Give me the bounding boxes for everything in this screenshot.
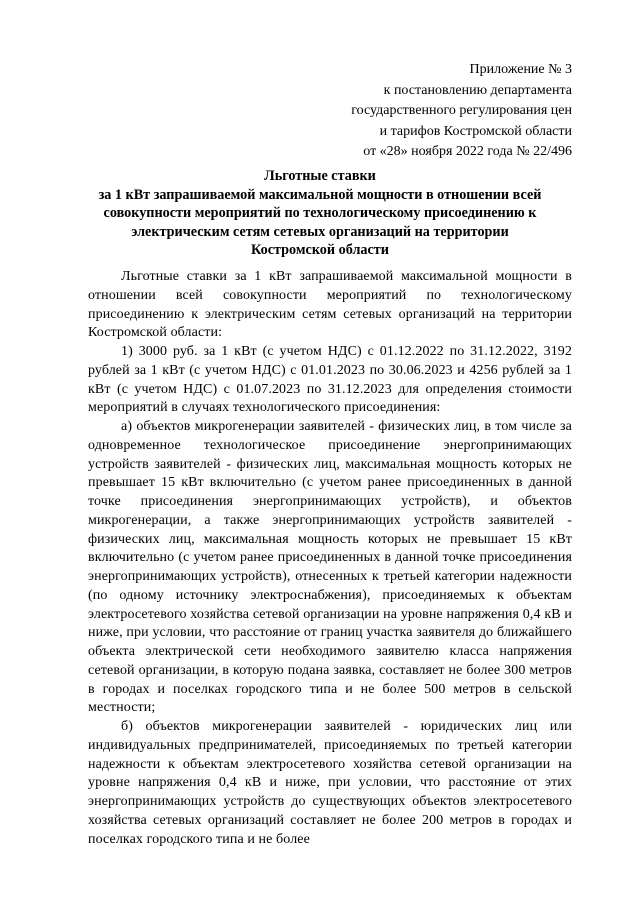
title-line: Костромской области [251, 242, 389, 259]
appendix-line: от «28» ноября 2022 года № 22/496 [363, 144, 572, 159]
item-a-paragraph: а) объектов микрогенерации заявителей - физических лиц, в том числе за одновременное технологическое присоединение энергопринимающих устройств заявителей - физических лиц, максимальная мощность которых не превышает 15 кВт включительно (с учетом ранее присоединенных в данной точке присоединения энергопринимающих устройств), и объектов микрогенерации, а также энергопринимающих устройств заявителей - физических лиц, максимальная мощность которых не превышает 15 кВт включительно (с учетом ранее присоединенных в данной точке присоединения энергопринимающих устройств), отнесенных к третьей категории надежности (по одному источнику электроснабжения), присоединяемых к объектам электросетевого хозяйства сетевой организации на уровне напряжения 0,4 кВ и ниже, при условии, что расстояние от границ участка заявителя до ближайшего объекта электрической сети необходимого заявителю класса напряжения сетевой организации, в которую подана заявка, составляет не более 300 метров в городах и поселках городского типа и не более 500 метров в сельской местности; [88, 419, 572, 716]
title-line: за 1 кВт запрашиваемой максимальной мощности в отношении всей [98, 186, 542, 203]
appendix-header [300, 60, 572, 163]
appendix-line: к постановлению департамента [383, 82, 572, 98]
title-line: Льготные ставки [264, 168, 376, 184]
appendix-line: государственного регулирования цен [351, 103, 572, 118]
intro-paragraph: Льготные ставки за 1 кВт запрашиваемой максимальной мощности в отношении всей совокупности мероприятий по технологическому присоединению к электрическим сетям сетевых организаций на территории Костромской области: [88, 269, 572, 341]
item-1-paragraph: 1) 3000 руб. за 1 кВт (с учетом НДС) с 01.12.2022 по 31.12.2022, 3192 рублей за 1 кВт (с учетом НДС) с 01.01.2023 по 30.06.2023 и 4256 рублей за 1 кВт (с учетом НДС) с 01.07.2023 по 31.12.2023 для определения стоимости мероприятий в случаях технологического присоединения: [88, 344, 572, 416]
document-body [88, 268, 572, 849]
document-title [68, 167, 572, 260]
title-line: совокупности мероприятий по технологическому присоединению к [103, 205, 537, 222]
appendix-line: и тарифов Костромской области [379, 123, 572, 139]
appendix-line: Приложение № 3 [469, 62, 572, 77]
title-line: электрическим сетям сетевых организаций на территории [131, 223, 509, 240]
item-b-paragraph: б) объектов микрогенерации заявителей - юридических лиц или индивидуальных предпринимателей, присоединяемых по третьей категории надежности к объектам электросетевого хозяйства сетевой организации на уровне напряжения 0,4 кВ и ниже, при условии, что расстояние от этих энергопринимающих устройств до существующих объектов электросетевого хозяйства сетевых организаций составляет не более 200 метров в городах и поселках городского типа и не более [88, 719, 572, 847]
